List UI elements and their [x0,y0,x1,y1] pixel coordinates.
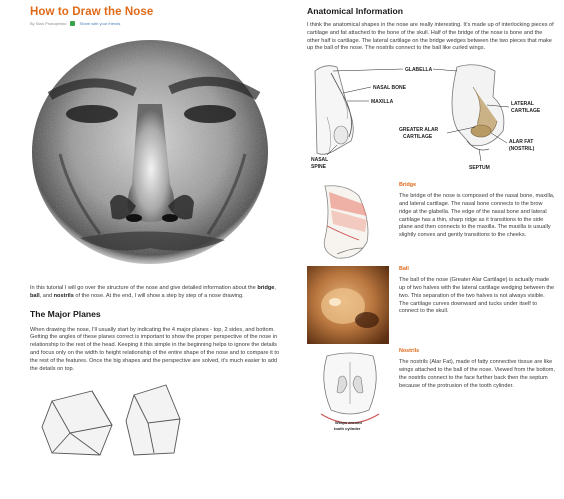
nostrils-entry [307,348,555,436]
bridge-thumbnail [307,182,389,264]
label-nasal-spine-1: NASAL [311,157,329,164]
label-nasal-bone: NASAL BONE [373,85,406,92]
major-planes-paragraph: When drawing the nose, I'll usually start by indicating the 4 major planes - top, 2 sides, and bottom. Getting the angles of these planes correct is important to show the proper perspective of the nose in relationship to the rest of the head. Keeping it this simple in the beginning helps to ignore the details and focus only on the width to height relationship of the entire shape of the nose and to compare it to the rest of the features. Once the big shapes and the perspective are solved, it's much easier to add the details on top. [30,326,280,372]
label-alar-fat-1: ALAR FAT [509,139,534,146]
bridge-text: The bridge of the nose is composed of the nasal bone, maxilla, and lateral cartilage. The nasal bone connects to the brow ridge at the glabella. The edge of the nasal bone and lateral cartilage has a thin, sharp ridge as it transitions to the side plane and then connects to the maxilla. The maxilla is usually slightly convex and gently transitions to the cheeks. [399,193,555,239]
ball-photo [307,266,389,344]
plane-block-left [42,391,112,455]
label-alar-fat-2: (NOSTRIL) [509,146,535,153]
page-title: How to Draw the Nose [30,6,154,18]
label-glabella: GLABELLA [405,67,433,74]
byline [30,21,280,26]
nose-anatomy-diagram [307,57,555,175]
label-greater-alar-1: GREATER ALAR [399,127,439,134]
nostrils-thumbnail [307,348,393,434]
ball-entry [307,266,555,354]
label-greater-alar-2: CARTILAGE [403,134,433,141]
left-nostril [126,214,142,222]
share-icon[interactable] [70,21,75,26]
ball-text: The ball of the nose (Greater Alar Cartilage) is actually made up of two halves with the lateral cartilage wedging between the two. This separation of the two halves is not always visible. The cartilage curves downward and tucks under itself to connect to the skull. [399,277,555,315]
bridge-entry [307,182,555,273]
nostrils-text: The nostrils (Alar Fat), made of fatty connective tissue are like wings attached to the ball of the nose. Viewed from the bottom, the nostrils connect to the face further back then the septum because of the protrusion of the tooth cylinder. [399,359,555,389]
planes-diagram [30,379,280,457]
label-septum: SEPTUM [469,165,490,172]
anatomy-paragraph: I think the anatomical shapes in the nose are really interesting. It's made up of interlocking pieces of cartilage and fat attached to the bone of the skull. Half of the bridge of the nose is bone and the other half is cartilage. The lateral cartilage on the bridge wedges between the two pieces that make up the ball of the nose. The nostrils connect to the ball like curled wings. [307,22,554,52]
right-nostril [162,214,178,222]
label-lateral-2: CARTILAGE [511,108,541,115]
plane-block-right [126,385,180,455]
right-eye [184,105,236,123]
nostrils-caption-1: Wraps around [335,420,362,426]
intro-paragraph: In this tutorial I will go over the structure of the nose and give detailed information about the bridge, ball, and nostrils of the nose. At the end, I will show a step by step of a nose drawing. [30,285,276,299]
nostrils-caption-2: tooth cylinder [334,426,361,432]
author: By Stan Prokopenko [30,21,67,26]
share-link[interactable]: Share with your friends [79,21,121,26]
label-maxilla: MAXILLA [371,99,394,106]
anatomy-heading: Anatomical Information [307,6,403,16]
label-nasal-spine-2: SPINE [311,164,327,171]
intro-nostrils: nostrils [53,292,74,299]
nostrils-label: Nostrils [399,348,420,355]
bridge-label: Bridge [399,182,417,189]
ball-label: Ball [399,266,409,273]
left-eye [66,105,118,123]
left-column [30,6,280,462]
major-planes-heading: The Major Planes [30,308,101,319]
label-lateral-1: LATERAL [511,101,534,108]
intro-ball: ball [30,292,40,299]
intro-bridge: bridge [257,285,275,291]
right-column [307,6,555,436]
nose-sketch-illustration [30,34,270,272]
